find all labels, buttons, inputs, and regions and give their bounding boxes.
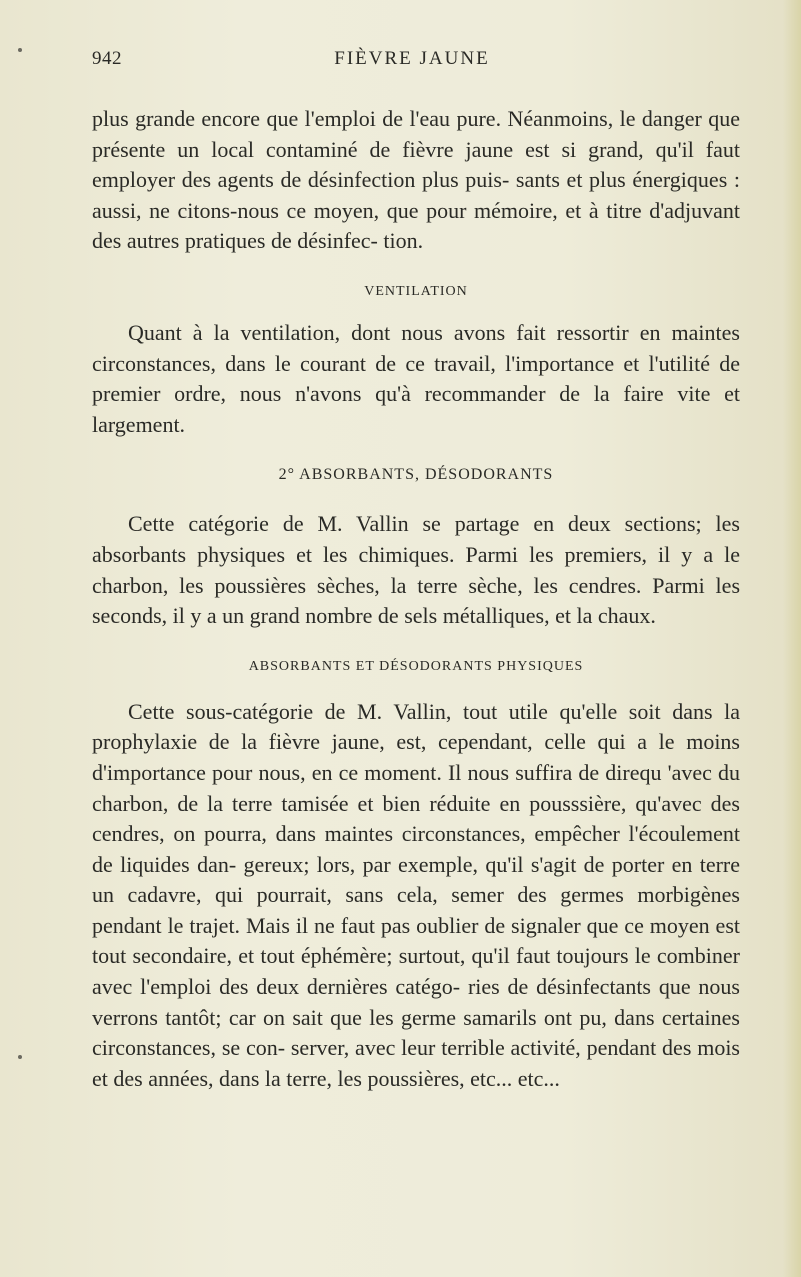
- body-text: [92, 104, 740, 1094]
- page-number: 942: [92, 48, 122, 69]
- section-heading-physiques: ABSORBANTS ET DÉSODORANTS PHYSIQUES: [248, 658, 584, 674]
- section-heading-ventilation: VENTILATION: [364, 283, 468, 299]
- section-heading-absorbants: 2° ABSORBANTS, DÉSODORANTS: [278, 466, 554, 484]
- paragraph-absorbants: Cette catégorie de M. Vallin se partage en deux sections; les absorbants physiques et les chimiques. Parmi les premiers, il y a le charbon, les poussières sèches, la terre sèche, les cendres. Parmi les seconds, il y a un grand nombre de sels métalliques, et la chaux.: [92, 511, 740, 629]
- page-edge-shadow: [783, 0, 801, 1277]
- margin-speck: [18, 48, 22, 52]
- margin-speck: [18, 1055, 22, 1059]
- paragraph-continuation: plus grande encore que l'emploi de l'eau pure. Néanmoins, le danger que présente un local contaminé de fièvre jaune est si grand, qu'il faut employer des agents de désinfection plus puis- sants et plus énergiques : aussi, ne citons-nous ce moyen, que pour mémoire, et à titre d'adjuvant des autres pratiques de désinfec- tion.: [92, 106, 740, 254]
- running-title: FIÈVRE JAUNE: [334, 48, 490, 69]
- page-header: [92, 48, 732, 78]
- paragraph-ventilation: Quant à la ventilation, dont nous avons fait ressortir en maintes circonstances, dans le courant de ce travail, l'importance et l'utilité de premier ordre, nous n'avons qu'à recommander de la faire vite et largement.: [92, 319, 740, 437]
- paragraph-physiques: Cette sous-catégorie de M. Vallin, tout utile qu'elle soit dans la prophylaxie de la fièvre jaune, est, cependant, celle qui a le moins d'importance pour nous, en ce moment. Il nous suffira de direqu 'avec du charbon, de la terre tamisée et bien réduite en pousssière, qu'avec des cendres, on pourra, dans maintes circonstances, empêcher l'écoulement de liquides dan- gereux; lors, par exemple, qu'il s'agit de porter en terre un cadavre, qui pourrait, sans cela, semer des germes morbigènes pendant le trajet. Mais il ne faut pas oublier de signaler que ce moyen est tout secondaire, et tout éphémère; surtout, qu'il faut toujours le combiner avec l'emploi des deux dernières catégo- ries de désinfectants que nous verrons tantôt; car on sait que les germe samarils ont pu, dans certaines circonstances, se con- server, avec leur terrible activité, pendant des mois et des années, dans la terre, les poussières, etc... etc...: [92, 698, 740, 1091]
